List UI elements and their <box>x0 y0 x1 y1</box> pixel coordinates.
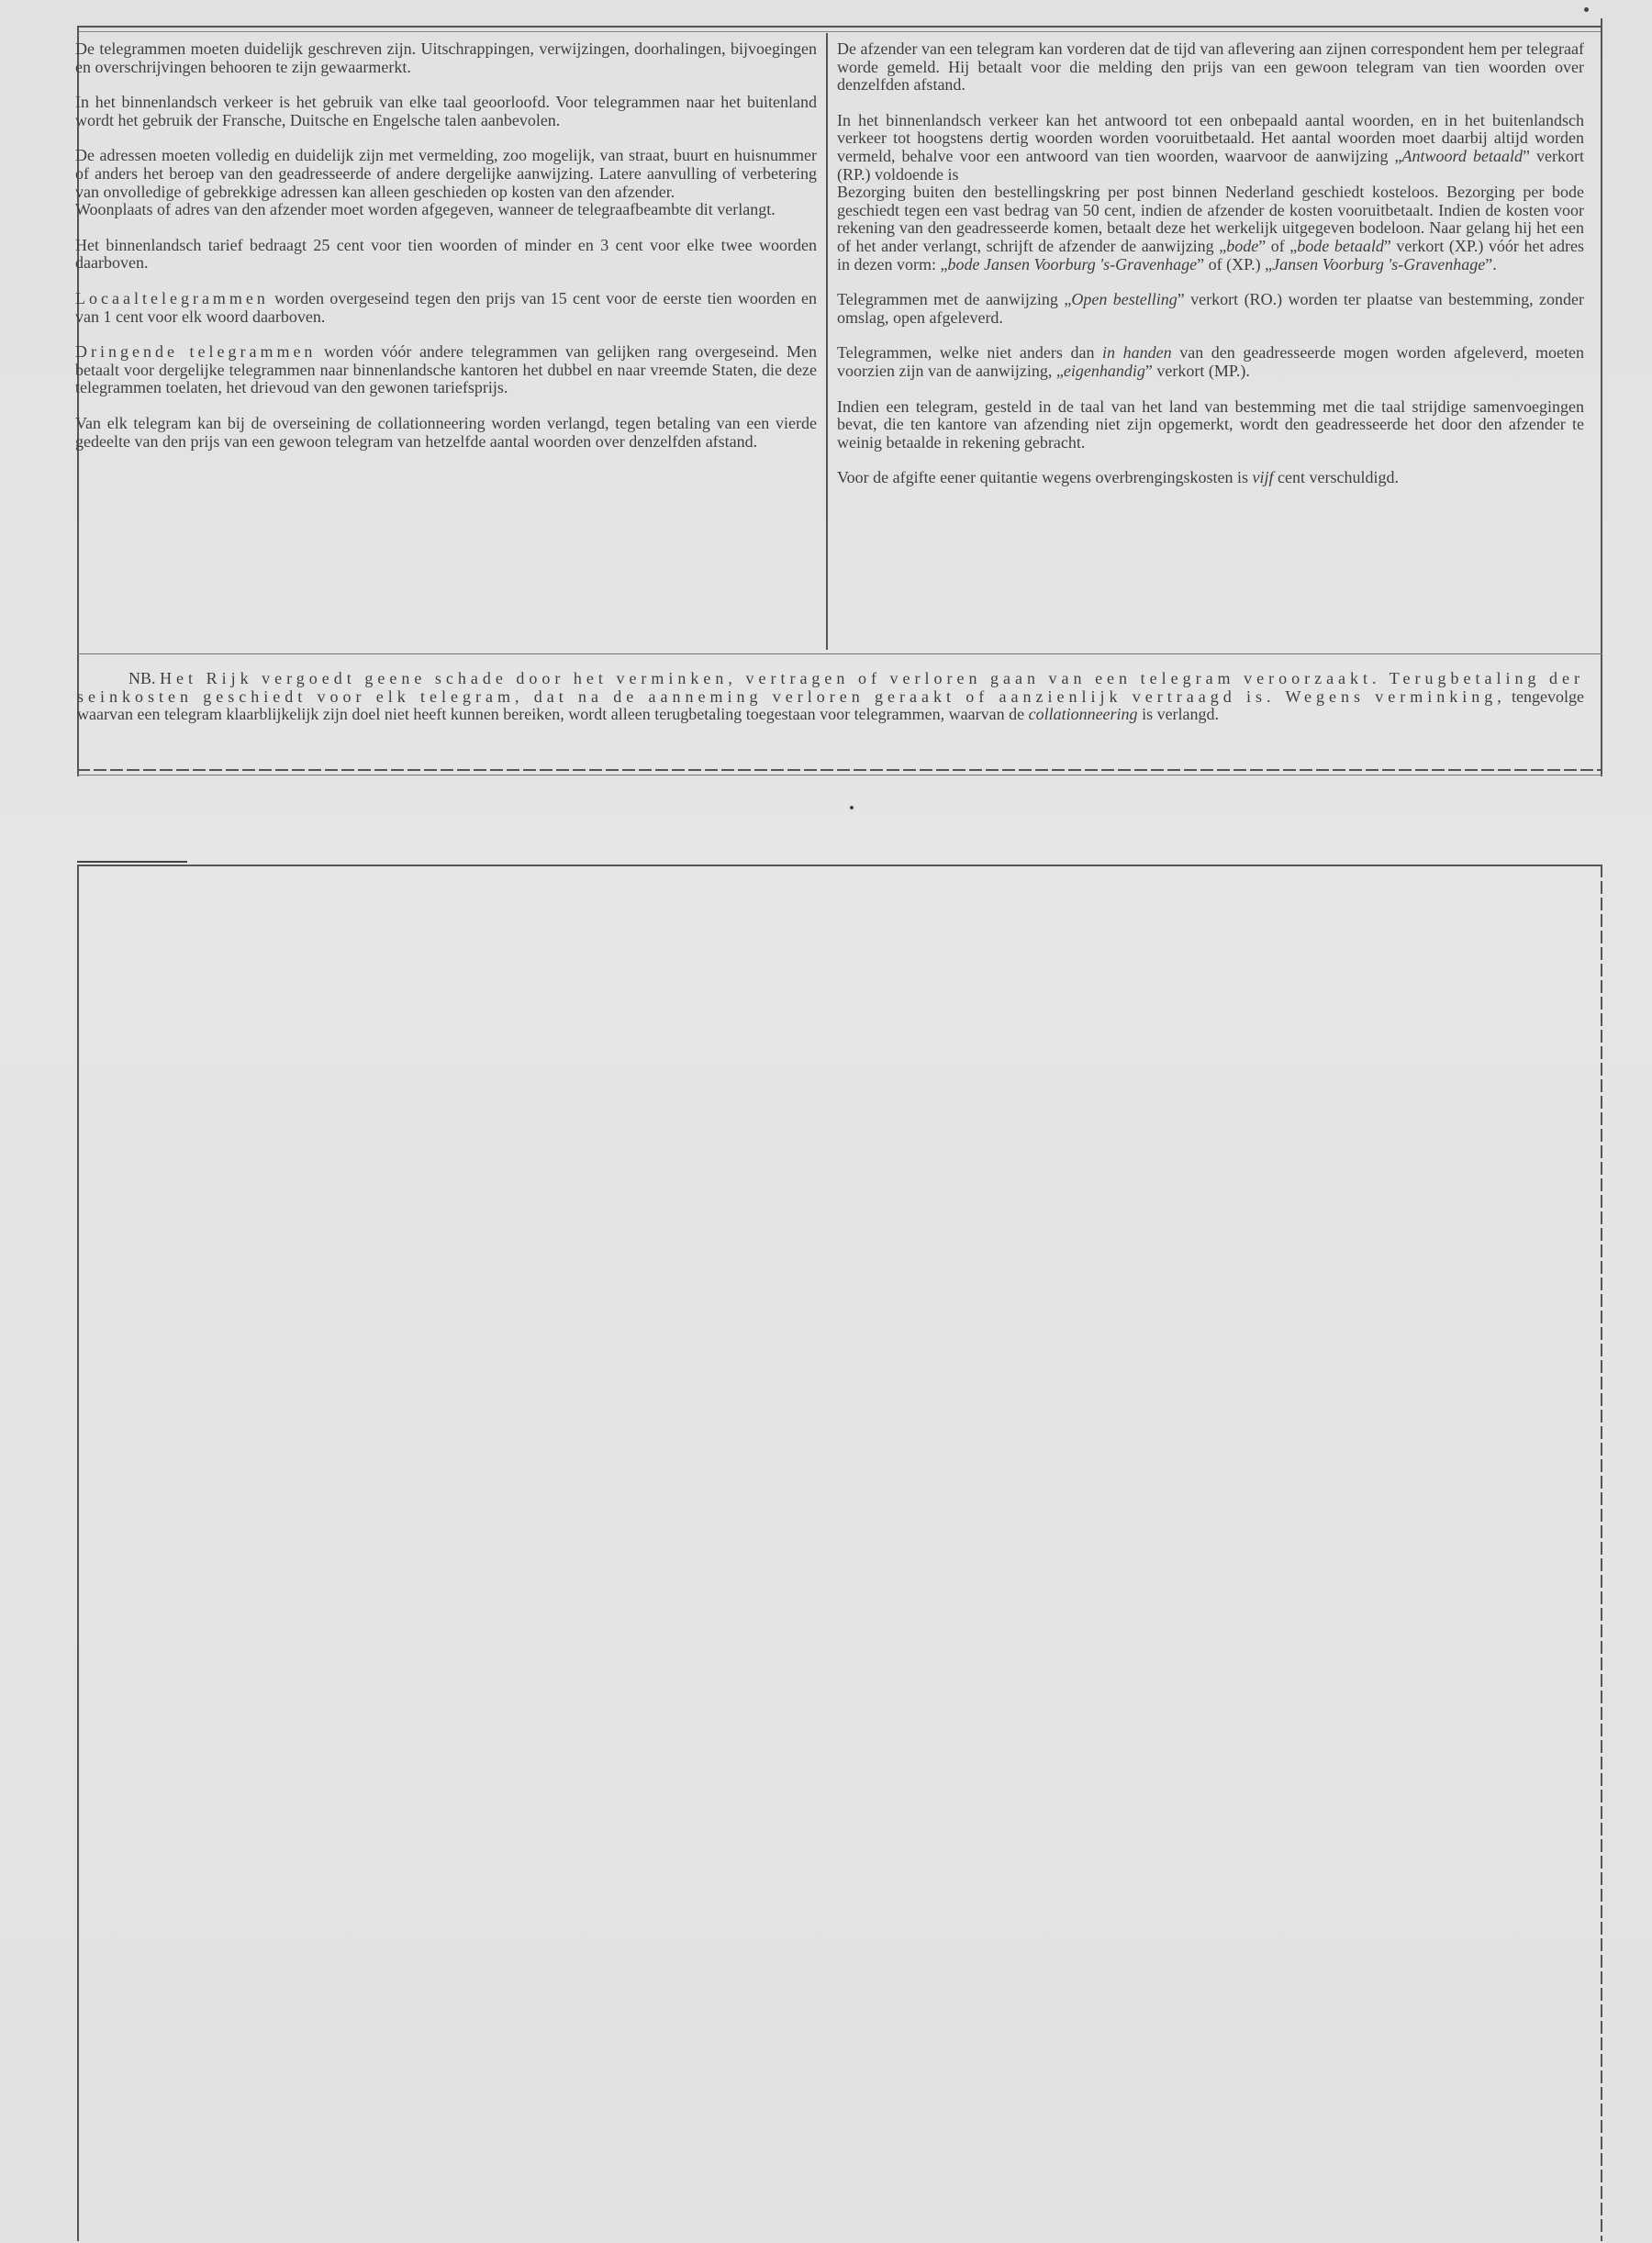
bottom-rule <box>77 769 1602 771</box>
courier-term-bode-paid: bode betaald <box>1297 236 1384 255</box>
reply-paid-abbrev: ” verkort (RP.) voldoende is <box>837 146 1584 184</box>
notice-divider <box>77 653 1602 654</box>
top-rule-inner <box>77 31 1602 32</box>
left-para-sender-address: Woonplaats of adres van den afzender moet worden afgegeven, wanneer de telegraafbeambte dit verlangt. <box>75 200 776 219</box>
right-column <box>837 40 1584 505</box>
left-para-language: In het binnenlandsch verkeer is het gebruik van elke taal geoorloofd. Voor telegrammen naar het buitenland wordt het gebruik der Fransche, Duitsche en Engelsche talen aanbevolen. <box>75 93 817 129</box>
courier-example-2: Jansen Voorburg 's-Gravenhage <box>1272 254 1486 273</box>
courier-text-form: ” verkort (XP.) vóór het adres in dezen vorm: „ <box>837 236 1584 273</box>
blank-frame-top-rule-thick <box>77 861 187 863</box>
personal-delivery-text: Telegrammen, welke niet anders dan <box>837 343 1103 363</box>
column-divider <box>826 33 828 650</box>
urgent-telegrams-text: worden vóór andere telegrammen van gelijken rang overgeseind. Men betaalt voor dergelijke telegrammen naar binnenlandsche kantoren het dubbel en naar vreemde Staten, die deze telegrammen toelaten, het drievoud van den gewonen tariefsprijs. <box>75 342 817 397</box>
notice-end: is verlangd. <box>1137 705 1220 724</box>
notice-spaced-text: Het Rijk vergoedt geene schade door het verminken, vertragen of verloren gaan van een telegram veroorzaakt. Terugbetaling der seinkosten geschiedt voor elk telegram, dat na de aanneming verloren geraakt of aanzienlijk vertraagd is. Wegens verminking, <box>77 669 1584 706</box>
bottom-rule-inner <box>77 775 1602 776</box>
courier-text: Bezorging buiten den bestellingskring per post binnen Nederland geschiedt kosteloos. Bezorging per bode geschiedt tegen een vast bedrag van 50 cent, indien de afzender de kosten vooruitbetaalt. Indien de kosten voor rekening van den geadresseerde komen, betaalt deze het werkelijk uitgegeven bodeloon. Naar gelang hij het een of het ander verlangt, schrijft de afzender de aanwijzing „ <box>837 183 1584 255</box>
personal-delivery-end: ” verkort (MP.). <box>1144 361 1250 380</box>
left-para-tariff: Het binnenlandsch tarief bedraagt 25 cent voor tien woorden of minder en 3 cent voor elke twee woorden daarboven. <box>75 235 817 273</box>
right-para-receipt <box>837 469 1584 487</box>
left-para-collation: Van elk telegram kan bij de overseining de collationneering worden verlangd, tegen betaling van een vierde gedeelte van den prijs van een gewoon telegram van hetzelfde aantal woorden over denzelfden afstand. <box>75 413 817 451</box>
corner-speck <box>1584 7 1589 12</box>
notice-collation-term: collationneering <box>1028 705 1138 724</box>
open-delivery-term: Open bestelling <box>1071 290 1178 309</box>
blank-frame-top-rule <box>77 865 1602 866</box>
left-para-local-telegrams <box>75 290 817 326</box>
receipt-end: cent verschuldigd. <box>1273 468 1399 487</box>
left-para-addresses: De adressen moeten volledig en duidelijk zijn met vermelding, zoo mogelijk, van straat, buurt en huisnummer of anders het beroep van den geadresseerde of andere dergelijke aanwijzing. Latere aanvulling of verbetering van onvolledige of gebrekkige adressen kan alleen geschieden op kosten van den afzender. <box>75 146 817 201</box>
blank-frame-right-border <box>1601 865 1602 2241</box>
personal-delivery-mid: van den geadresseerde mogen worden afgeleverd, moeten voorzien zijn van de aanwijzing, „ <box>837 343 1585 380</box>
urgent-telegrams-heading: Dringende telegrammen <box>75 342 317 362</box>
right-para-open-delivery <box>837 291 1584 327</box>
personal-delivery-term: in handen <box>1102 343 1172 363</box>
center-speck <box>850 806 854 809</box>
open-delivery-rest: ” verkort (RO.) worden ter plaatse van bestemming, zonder omslag, open afgeleverd. <box>837 290 1584 327</box>
left-column <box>75 40 817 468</box>
courier-text-or-xp: ” of (XP.) „ <box>1197 254 1273 273</box>
notice-text: tengevolge waarvan een telegram klaarblijkelijk zijn doel niet heeft kunnen bereiken, wordt alleen terugbetaling toegestaan voor telegrammen, waarvan de <box>77 686 1584 724</box>
blank-form-area <box>77 865 1602 2241</box>
local-telegrams-heading: Locaaltelegrammen <box>75 288 269 307</box>
top-rule <box>77 26 1602 28</box>
reply-paid-text: In het binnenlandsch verkeer kan het antwoord tot een onbepaald aantal woorden, en in het buitenlandsch verkeer tot hoogstens dertig woorden worden vooruitbetaald. Het aantal woorden moet daarbij altijd worden vermeld, behalve voor een antwoord van tien woorden, waarvoor de aanwijzing „ <box>837 110 1584 165</box>
right-para-courier <box>837 184 1584 273</box>
nb-label: NB. <box>128 669 156 687</box>
blank-frame-left-border <box>77 865 79 2241</box>
right-para-language-surcharge: Indien een telegram, gesteld in de taal van het land van bestemming met die taal strijdige samenvoegingen bevat, die ten kantore van afzending niet zijn opgemerkt, wordt den geadresseerde het door den afzender te weinig betaalde in rekening gebracht. <box>837 396 1584 452</box>
liability-notice <box>77 670 1584 724</box>
local-telegrams-text: worden overgeseind tegen den prijs van 15 cent voor de eerste tien woorden en van 1 cent voor elk woord daarboven. <box>75 288 817 326</box>
receipt-amount: vijf <box>1252 468 1274 487</box>
left-para-urgent-telegrams <box>75 343 817 397</box>
right-para-reply-paid <box>837 112 1584 184</box>
reply-paid-term: Antwoord betaald <box>1401 146 1523 165</box>
personal-delivery-term-eigenhandig: eigenhandig <box>1063 361 1145 380</box>
left-para-writing-rules: De telegrammen moeten duidelijk geschreven zijn. Uitschrappingen, verwijzingen, doorhalingen, bijvoegingen en overschrijvingen behooren te zijn gewaarmerkt. <box>75 39 817 76</box>
courier-example-1: bode Jansen Voorburg 's-Gravenhage <box>947 254 1198 273</box>
right-border <box>1601 18 1602 776</box>
courier-term-bode: bode <box>1226 236 1259 255</box>
courier-text-end: ”. <box>1485 254 1497 273</box>
right-para-personal-delivery <box>837 344 1584 380</box>
open-delivery-text: Telegrammen met de aanwijzing „ <box>837 290 1072 309</box>
receipt-text: Voor de afgifte eener quitantie wegens overbrengingskosten is <box>837 468 1253 487</box>
right-para-delivery-notice: De afzender van een telegram kan vorderen dat de tijd van aflevering aan zijnen correspondent hem per telegraaf worde gemeld. Hij betaalt voor die melding den prijs van een gewoon telegram van tien woorden over denzelfden afstand. <box>837 39 1584 95</box>
courier-text-or: ” of „ <box>1258 236 1298 255</box>
